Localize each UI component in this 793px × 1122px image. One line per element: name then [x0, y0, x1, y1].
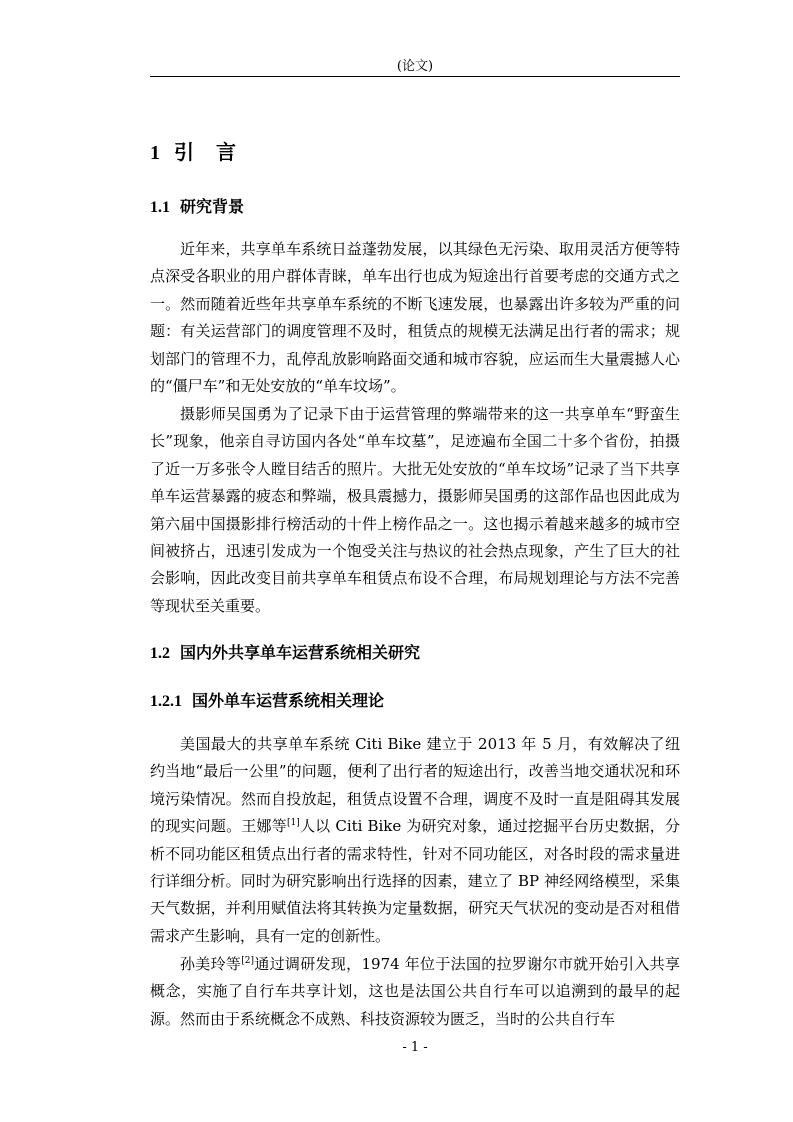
section-title: 研究背景 — [180, 197, 245, 216]
section-title: 国内外共享单车运营系统相关研究 — [180, 643, 421, 662]
paragraph: 摄影师吴国勇为了记录下由于运营管理的弊端带来的这一共享单车“野蛮生长”现象，他亲自寻访国内各处“单车坟墓”，足迹遍布全国二十多个省份，拍摄了近一万多张令人瞠目结舌的照片。大批无处安放的“单车坟场”记录了当下共享单车运营暴露的疲态和弊端，极具震撼力，摄影师吴国勇的这部作品也因此成为第六届中国摄影排行榜活动的十件上榜作品之一。这也揭示着越来越多的城市空间被挤占，迅速引发成为一个饱受关注与热议的社会热点现象，产生了巨大的社会影响，因此改变目前共享单车租赁点布设不合理，布局规划理论与方法不完善等现状至关重要。 — [150, 405, 680, 615]
subsection-number: 1.2.1 — [150, 693, 182, 710]
running-header: (论文) — [396, 59, 434, 74]
subsection-title: 国外单车运营系统相关理论 — [192, 691, 385, 710]
citation-ref[interactable]: [2] — [241, 956, 254, 966]
paragraph-text: 通过调研发现，1974 年位于法国的拉罗谢尔市就开始引入共享概念，实施了自行车共享计划，这也是法国公共自行车可以追溯到的最早的起源。然而由于系统概念不成熟、科技资源较为匮乏，当时的公共自行车 — [150, 955, 680, 1028]
header-divider — [150, 76, 680, 77]
page-number: - 1 - — [402, 1040, 428, 1055]
section-heading-1-1 — [150, 194, 244, 217]
section-number: 1.1 — [150, 199, 170, 216]
paragraph-text: 美国最大的共享单车系统 Citi Bike 建立于 2013 年 5 月，有效解决了纽约当地“最后一公里”的问题，便利了出行者的短途出行，改善当地交通状况和环境污染情况。然而自投放起，租赁点设置不合理，调度不及时一直是阻碍其发展的现实问题。王娜等 — [150, 735, 680, 836]
subsection-heading-1-2-1 — [150, 688, 384, 711]
citation-ref[interactable]: [1] — [286, 818, 300, 829]
chapter-heading — [150, 136, 258, 165]
paragraph — [150, 731, 680, 950]
paragraph-text: 人以 Citi Bike 为研究对象，通过挖掘平台历史数据，分析不同功能区租赁点出行者的需求特性，针对不同功能区，对各时段的需求量进行详细分析。同时为研究影响出行选择的因素，建立了 BP 神经网络模型，采集天气数据，并利用赋值法将其转换为定量数据，研究天气状况的变动是否对租借需求产生影响，具有一定的创新性。 — [150, 817, 680, 945]
section-number: 1.2 — [150, 645, 170, 662]
paragraph-text: 孙美玲等 — [180, 955, 242, 973]
paragraph — [150, 951, 680, 1033]
chapter-title: 引言 — [174, 140, 258, 164]
chapter-number: 1 — [150, 142, 160, 164]
section-heading-1-2 — [150, 640, 420, 663]
paragraph: 近年来，共享单车系统日益蓬勃发展，以其绿色无污染、取用灵活方便等特点深受各职业的用户群体青睐，单车出行也成为短途出行首要考虑的交通方式之一。然而随着近些年共享单车系统的不断飞速发展，也暴露出许多较为严重的问题：有关运营部门的调度管理不及时，租赁点的规模无法满足出行者的需求；规划部门的管理不力，乱停乱放影响路面交通和城市容貌，应运而生大量震撼人心的“僵尸车”和无处安放的“单车坟场”。 — [150, 240, 680, 396]
